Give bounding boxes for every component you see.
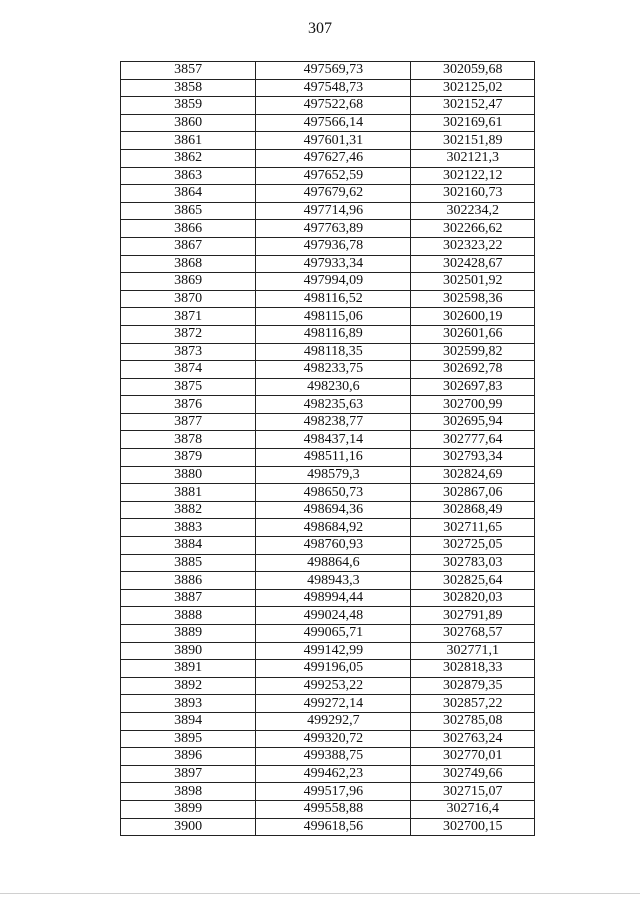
y-coordinate-cell: 302868,49 [411, 501, 535, 519]
point-number-cell: 3880 [121, 466, 256, 484]
point-number-cell: 3867 [121, 237, 256, 255]
table-row [121, 396, 535, 414]
point-number-cell: 3879 [121, 449, 256, 467]
y-coordinate-cell: 302825,64 [411, 572, 535, 590]
x-coordinate-cell: 499292,7 [256, 712, 411, 730]
point-number-cell: 3859 [121, 97, 256, 115]
y-coordinate-cell: 302749,66 [411, 765, 535, 783]
y-coordinate-cell: 302711,65 [411, 519, 535, 537]
x-coordinate-cell: 499065,71 [256, 625, 411, 643]
table-body [121, 62, 535, 836]
point-number-cell: 3872 [121, 325, 256, 343]
table-row [121, 589, 535, 607]
x-coordinate-cell: 497522,68 [256, 97, 411, 115]
x-coordinate-cell: 498994,44 [256, 589, 411, 607]
table-row [121, 501, 535, 519]
point-number-cell: 3889 [121, 625, 256, 643]
point-number-cell: 3896 [121, 748, 256, 766]
point-number-cell: 3863 [121, 167, 256, 185]
table-row [121, 730, 535, 748]
y-coordinate-cell: 302428,67 [411, 255, 535, 273]
x-coordinate-cell: 498760,93 [256, 537, 411, 555]
y-coordinate-cell: 302601,66 [411, 325, 535, 343]
y-coordinate-cell: 302692,78 [411, 361, 535, 379]
x-coordinate-cell: 497569,73 [256, 62, 411, 80]
coordinates-table [120, 61, 535, 836]
table-row [121, 220, 535, 238]
y-coordinate-cell: 302059,68 [411, 62, 535, 80]
point-number-cell: 3883 [121, 519, 256, 537]
y-coordinate-cell: 302824,69 [411, 466, 535, 484]
point-number-cell: 3869 [121, 273, 256, 291]
table-row [121, 572, 535, 590]
y-coordinate-cell: 302152,47 [411, 97, 535, 115]
y-coordinate-cell: 302323,22 [411, 237, 535, 255]
y-coordinate-cell: 302793,34 [411, 449, 535, 467]
y-coordinate-cell: 302695,94 [411, 413, 535, 431]
table-row [121, 660, 535, 678]
table-row [121, 273, 535, 291]
point-number-cell: 3862 [121, 149, 256, 167]
point-number-cell: 3895 [121, 730, 256, 748]
x-coordinate-cell: 499272,14 [256, 695, 411, 713]
x-coordinate-cell: 498233,75 [256, 361, 411, 379]
point-number-cell: 3866 [121, 220, 256, 238]
y-coordinate-cell: 302598,36 [411, 290, 535, 308]
point-number-cell: 3873 [121, 343, 256, 361]
table-row [121, 519, 535, 537]
table-row [121, 818, 535, 836]
x-coordinate-cell: 498943,3 [256, 572, 411, 590]
y-coordinate-cell: 302879,35 [411, 677, 535, 695]
y-coordinate-cell: 302151,89 [411, 132, 535, 150]
x-coordinate-cell: 497652,59 [256, 167, 411, 185]
page-number: 307 [308, 20, 332, 37]
table-row [121, 783, 535, 801]
table-row [121, 202, 535, 220]
x-coordinate-cell: 499196,05 [256, 660, 411, 678]
table-row [121, 132, 535, 150]
y-coordinate-cell: 302857,22 [411, 695, 535, 713]
point-number-cell: 3870 [121, 290, 256, 308]
page-bottom-edge [0, 893, 640, 894]
point-number-cell: 3888 [121, 607, 256, 625]
y-coordinate-cell: 302122,12 [411, 167, 535, 185]
table-row [121, 290, 535, 308]
y-coordinate-cell: 302725,05 [411, 537, 535, 555]
table-row [121, 97, 535, 115]
x-coordinate-cell: 497548,73 [256, 79, 411, 97]
y-coordinate-cell: 302160,73 [411, 185, 535, 203]
y-coordinate-cell: 302785,08 [411, 712, 535, 730]
x-coordinate-cell: 498511,16 [256, 449, 411, 467]
x-coordinate-cell: 498116,52 [256, 290, 411, 308]
x-coordinate-cell: 497994,09 [256, 273, 411, 291]
table-row [121, 466, 535, 484]
x-coordinate-cell: 498118,35 [256, 343, 411, 361]
table-row [121, 325, 535, 343]
point-number-cell: 3871 [121, 308, 256, 326]
y-coordinate-cell: 302600,19 [411, 308, 535, 326]
point-number-cell: 3894 [121, 712, 256, 730]
x-coordinate-cell: 499558,88 [256, 800, 411, 818]
point-number-cell: 3881 [121, 484, 256, 502]
table-row [121, 607, 535, 625]
table-row [121, 255, 535, 273]
y-coordinate-cell: 302266,62 [411, 220, 535, 238]
table-row [121, 114, 535, 132]
x-coordinate-cell: 499142,99 [256, 642, 411, 660]
y-coordinate-cell: 302697,83 [411, 378, 535, 396]
table-row [121, 712, 535, 730]
point-number-cell: 3858 [121, 79, 256, 97]
y-coordinate-cell: 302599,82 [411, 343, 535, 361]
table-row [121, 185, 535, 203]
y-coordinate-cell: 302715,07 [411, 783, 535, 801]
x-coordinate-cell: 499517,96 [256, 783, 411, 801]
point-number-cell: 3886 [121, 572, 256, 590]
y-coordinate-cell: 302768,57 [411, 625, 535, 643]
point-number-cell: 3861 [121, 132, 256, 150]
point-number-cell: 3865 [121, 202, 256, 220]
table-row [121, 62, 535, 80]
point-number-cell: 3900 [121, 818, 256, 836]
y-coordinate-cell: 302818,33 [411, 660, 535, 678]
x-coordinate-cell: 498238,77 [256, 413, 411, 431]
x-coordinate-cell: 497679,62 [256, 185, 411, 203]
x-coordinate-cell: 499253,22 [256, 677, 411, 695]
table-row [121, 554, 535, 572]
point-number-cell: 3882 [121, 501, 256, 519]
table-row [121, 695, 535, 713]
x-coordinate-cell: 499388,75 [256, 748, 411, 766]
x-coordinate-cell: 497601,31 [256, 132, 411, 150]
y-coordinate-cell: 302169,61 [411, 114, 535, 132]
y-coordinate-cell: 302125,02 [411, 79, 535, 97]
point-number-cell: 3892 [121, 677, 256, 695]
table-row [121, 378, 535, 396]
point-number-cell: 3890 [121, 642, 256, 660]
point-number-cell: 3898 [121, 783, 256, 801]
table-row [121, 149, 535, 167]
point-number-cell: 3868 [121, 255, 256, 273]
x-coordinate-cell: 498115,06 [256, 308, 411, 326]
point-number-cell: 3877 [121, 413, 256, 431]
x-coordinate-cell: 498579,3 [256, 466, 411, 484]
y-coordinate-cell: 302867,06 [411, 484, 535, 502]
point-number-cell: 3878 [121, 431, 256, 449]
point-number-cell: 3887 [121, 589, 256, 607]
x-coordinate-cell: 498864,6 [256, 554, 411, 572]
table-row [121, 361, 535, 379]
y-coordinate-cell: 302791,89 [411, 607, 535, 625]
y-coordinate-cell: 302700,15 [411, 818, 535, 836]
point-number-cell: 3864 [121, 185, 256, 203]
x-coordinate-cell: 499320,72 [256, 730, 411, 748]
y-coordinate-cell: 302770,01 [411, 748, 535, 766]
point-number-cell: 3899 [121, 800, 256, 818]
y-coordinate-cell: 302763,24 [411, 730, 535, 748]
table-row [121, 431, 535, 449]
point-number-cell: 3893 [121, 695, 256, 713]
x-coordinate-cell: 497936,78 [256, 237, 411, 255]
point-number-cell: 3860 [121, 114, 256, 132]
table-row [121, 343, 535, 361]
point-number-cell: 3874 [121, 361, 256, 379]
table-row [121, 484, 535, 502]
y-coordinate-cell: 302771,1 [411, 642, 535, 660]
table-row [121, 308, 535, 326]
point-number-cell: 3884 [121, 537, 256, 555]
x-coordinate-cell: 498437,14 [256, 431, 411, 449]
x-coordinate-cell: 498684,92 [256, 519, 411, 537]
point-number-cell: 3875 [121, 378, 256, 396]
point-number-cell: 3885 [121, 554, 256, 572]
table-row [121, 537, 535, 555]
x-coordinate-cell: 498116,89 [256, 325, 411, 343]
x-coordinate-cell: 497933,34 [256, 255, 411, 273]
x-coordinate-cell: 497763,89 [256, 220, 411, 238]
point-number-cell: 3876 [121, 396, 256, 414]
x-coordinate-cell: 499024,48 [256, 607, 411, 625]
x-coordinate-cell: 497627,46 [256, 149, 411, 167]
y-coordinate-cell: 302501,92 [411, 273, 535, 291]
x-coordinate-cell: 498650,73 [256, 484, 411, 502]
x-coordinate-cell: 498694,36 [256, 501, 411, 519]
x-coordinate-cell: 497714,96 [256, 202, 411, 220]
point-number-cell: 3891 [121, 660, 256, 678]
y-coordinate-cell: 302777,64 [411, 431, 535, 449]
y-coordinate-cell: 302716,4 [411, 800, 535, 818]
table-row [121, 167, 535, 185]
y-coordinate-cell: 302700,99 [411, 396, 535, 414]
x-coordinate-cell: 499618,56 [256, 818, 411, 836]
y-coordinate-cell: 302783,03 [411, 554, 535, 572]
x-coordinate-cell: 498230,6 [256, 378, 411, 396]
point-number-cell: 3857 [121, 62, 256, 80]
table-row [121, 237, 535, 255]
table-row [121, 79, 535, 97]
table-row [121, 748, 535, 766]
table-row [121, 625, 535, 643]
point-number-cell: 3897 [121, 765, 256, 783]
x-coordinate-cell: 499462,23 [256, 765, 411, 783]
y-coordinate-cell: 302820,03 [411, 589, 535, 607]
y-coordinate-cell: 302234,2 [411, 202, 535, 220]
y-coordinate-cell: 302121,3 [411, 149, 535, 167]
table-row [121, 449, 535, 467]
x-coordinate-cell: 498235,63 [256, 396, 411, 414]
table-row [121, 765, 535, 783]
table-row [121, 677, 535, 695]
table-row [121, 800, 535, 818]
x-coordinate-cell: 497566,14 [256, 114, 411, 132]
table-row [121, 413, 535, 431]
table-row [121, 642, 535, 660]
